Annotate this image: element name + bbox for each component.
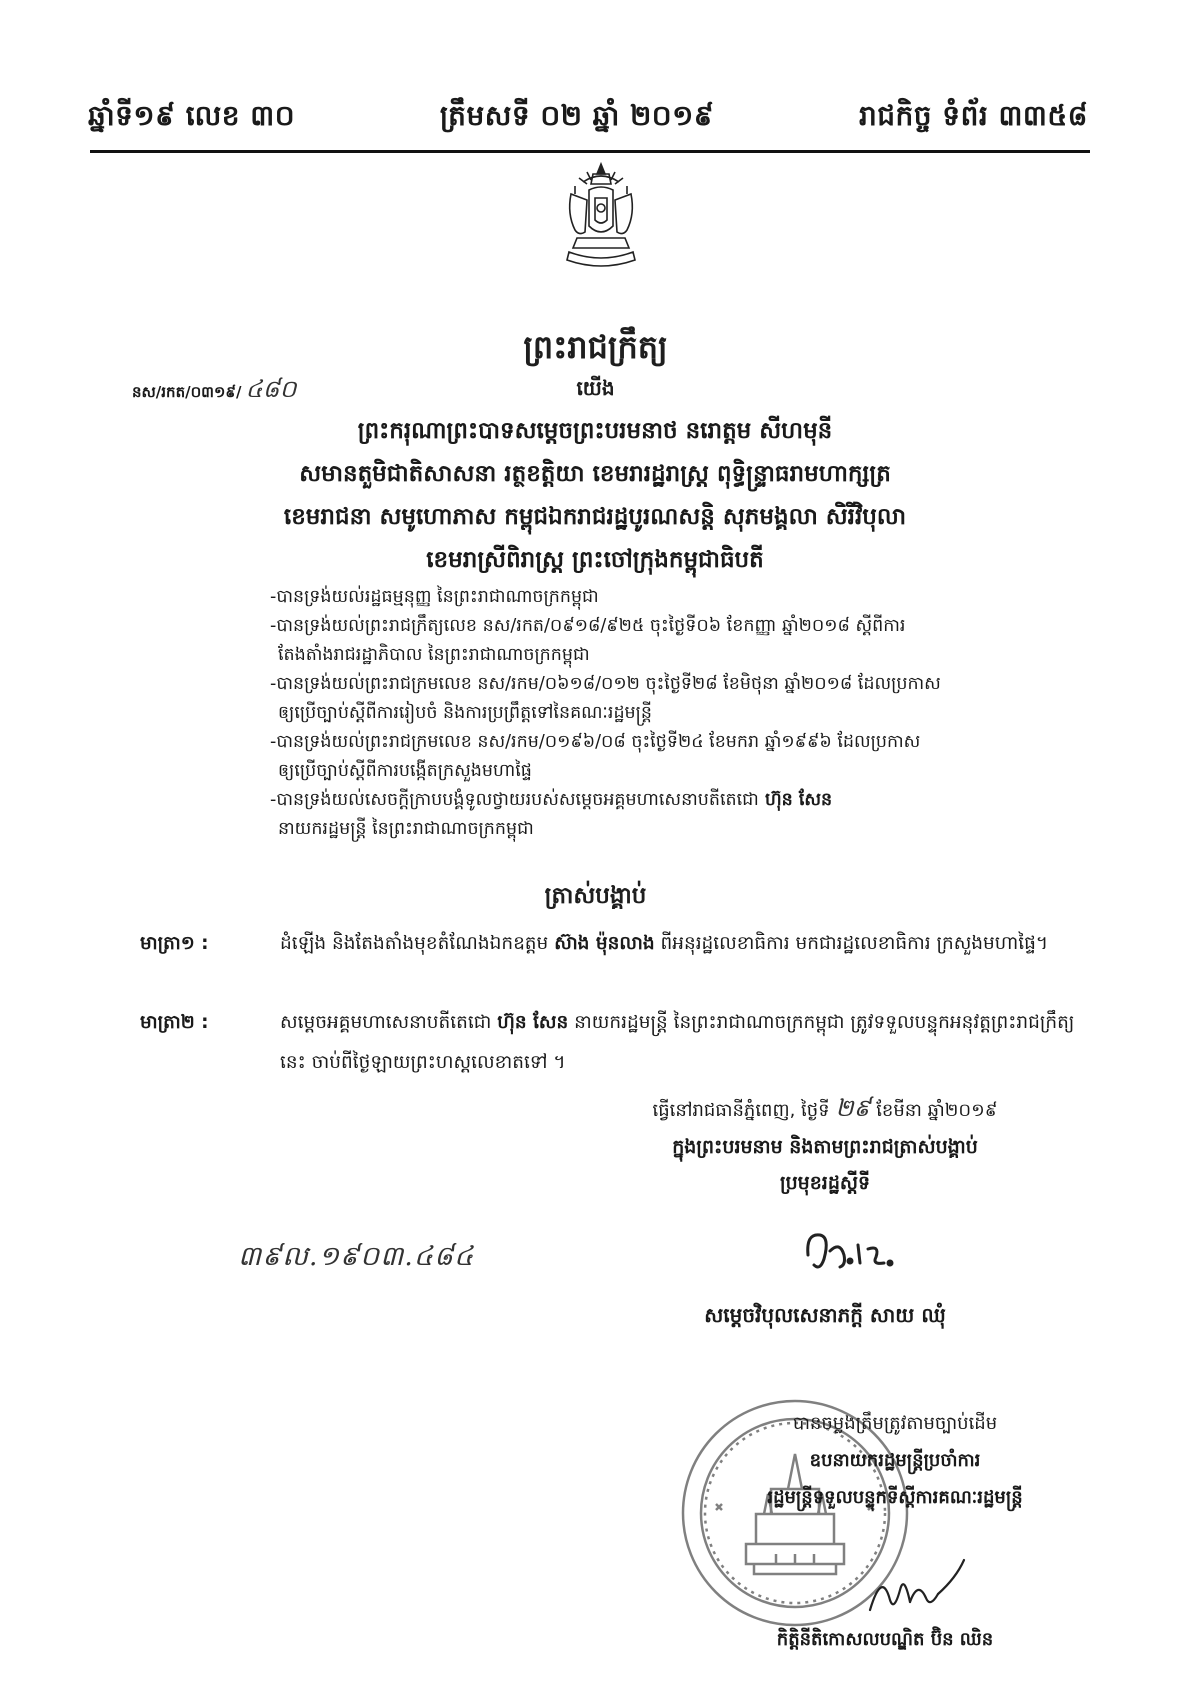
decree-yeung: យើង <box>576 376 615 400</box>
certification-line: បានចម្លងត្រឹមត្រូវតាមច្បាប់ដើម <box>792 1413 998 1434</box>
signing-block <box>560 1090 1090 1201</box>
royal-titles <box>120 410 1070 582</box>
certification-signature-icon <box>860 1550 970 1630</box>
signing-day-handwritten: ២៩ <box>835 1094 871 1122</box>
registration-number-handwritten: ៣៩ល.១៩០៣.៤៨៤ <box>238 1241 475 1272</box>
article-body <box>280 924 1090 964</box>
recital-item <box>270 670 1090 728</box>
article-label: មាត្រា១ : <box>140 933 209 954</box>
signer-name: សម្តេចវិបុលសេនាភក្តី សាយ ឈុំ <box>704 1303 946 1327</box>
recital-text: -បានទ្រង់យល់សេចក្តីក្រាបបង្គំទូលថ្វាយរបស់សម្តេចអគ្គមហាសេនាបតីតេជោ <box>270 790 759 810</box>
decree-number-handwritten: ៤៨០ <box>245 375 297 403</box>
recital-item <box>270 786 1090 844</box>
recital-line: ឲ្យប្រើច្បាប់ស្តីពីការបង្កើតក្រសួងមហាផ្ទៃ <box>278 761 532 781</box>
certification-block <box>700 1405 1090 1516</box>
article-text: ដំឡើង និងតែងតាំងមុខតំណែងឯកឧត្តម <box>280 933 555 954</box>
royal-emblem-icon <box>553 160 649 275</box>
signing-month-year: ខែមីនា ឆ្នាំ២០១៩ <box>870 1100 998 1121</box>
article-text: ពីអនុរដ្ឋលេខាធិការ មកជារដ្ឋលេខាធិការ ក្រសួងមហាផ្ទៃ។ <box>654 933 1049 954</box>
recital-line: ឲ្យប្រើច្បាប់ស្តីពីការរៀបចំ និងការប្រព្រឹត្តទៅនៃគណៈរដ្ឋមន្ត្រី <box>278 703 652 723</box>
recital-item <box>270 728 1090 786</box>
recital-line <box>270 786 1090 815</box>
decree-number-printed: នស/រកត/០៣១៩/ <box>132 383 242 401</box>
recital-line: -បានទ្រង់យល់ព្រះរាជក្រឹត្យលេខ នស/រកត/០៩១៨/៩២៥ ចុះថ្ងៃទី០៦ ខែកញ្ញា ឆ្នាំ២០១៨ ស្តីពីការ <box>270 616 906 636</box>
certification-line: រដ្ឋមន្ត្រីទទួលបន្ទុកទីស្តីការគណៈរដ្ឋមន្ត្រី <box>767 1487 1023 1508</box>
article-1 <box>140 924 1090 964</box>
gazette-date: ត្រឹមសទី ០២ ឆ្នាំ ២០១៩ <box>439 98 715 132</box>
recital-line: -បានទ្រង់យល់រដ្ឋធម្មនុញ្ញ នៃព្រះរាជាណាចក្រកម្ពុជា <box>270 587 599 607</box>
recital-line: នាយករដ្ឋមន្ត្រី នៃព្រះរាជាណាចក្រកម្ពុជា <box>278 819 534 839</box>
recital-line: -បានទ្រង់យល់ព្រះរាជក្រមលេខ នស/រកម/០៦១៨/០១២ ចុះថ្ងៃទី២៨ ខែមិថុនា ឆ្នាំ២០១៨ ដែលប្រកាស <box>270 674 941 694</box>
royal-title-line: ខេមរាស្រីពិរាស្ត្រ ព្រះចៅក្រុងកម្ពុជាធិបតី <box>426 547 764 573</box>
recitals-list <box>270 583 1090 844</box>
gazette-header <box>88 92 1088 144</box>
recital-name: ហ៊ុន សែន <box>758 790 833 810</box>
royal-title-line: ខេមរាជនា សមូហោភាស កម្ពុជឯករាជរដ្ឋបូរណសន្តិ សុភមង្គលា សិរីវិបុលា <box>283 504 907 530</box>
article-label: មាត្រា២ : <box>140 1012 209 1033</box>
article-name: ហ៊ុន សែន <box>497 1012 569 1033</box>
article-text: នាយករដ្ឋមន្ត្រី នៃព្រះរាជាណាចក្រកម្ពុជា ត្រូវទទួលបន្ទុកអនុវត្តព្រះរាជក្រឹត្យនេះ ចាប់ពីថ្ងៃឡាយព្រះហស្តលេខាតទៅ ។ <box>280 1012 1075 1073</box>
recital-line: តែងតាំងរាជរដ្ឋាភិបាល នៃព្រះរាជាណាចក្រកម្ពុជា <box>278 645 590 665</box>
certification-line: ឧបនាយករដ្ឋមន្ត្រីប្រចាំការ <box>809 1450 981 1471</box>
decree-title: ព្រះរាជក្រឹត្យ <box>523 328 668 366</box>
signature-icon <box>800 1215 900 1285</box>
header-divider <box>90 150 1090 153</box>
signing-place-date <box>560 1090 1090 1129</box>
signing-place: ធ្វើនៅរាជធានីភ្នំពេញ, ថ្ងៃទី <box>652 1100 836 1121</box>
certifier-name: កិត្តិនីតិកោសលបណ្ឌិត ប៊ិន ឈិន <box>776 1629 994 1650</box>
recital-item <box>270 583 1090 612</box>
article-2 <box>140 1003 1090 1083</box>
recital-item <box>270 612 1090 670</box>
royal-title-line: ព្រះករុណាព្រះបាទសម្តេចព្រះបរមនាថ នរោត្តម សីហមុនី <box>357 418 833 444</box>
royal-title-line: សមានតួមិជាតិសាសនា រត្ថខត្តិយា ខេមរារដ្ឋរាស្ត្រ ពុទ្ធិន្ទ្រាធរាមហាក្សត្រ <box>299 461 891 487</box>
article-body <box>280 1003 1090 1083</box>
gazette-page: រាជកិច្ច ទំព័រ ៣៣៥៨ <box>858 98 1088 132</box>
article-text: សម្តេចអគ្គមហាសេនាបតីតេជោ <box>280 1012 498 1033</box>
recital-line: -បានទ្រង់យល់ព្រះរាជក្រមលេខ នស/រកម/០១៩៦/០៨ ចុះថ្ងៃទី២៤ ខែមករា ឆ្នាំ១៩៩៦ ដែលប្រកាស <box>270 732 921 752</box>
signing-role: ប្រមុខរដ្ឋស្តីទី <box>779 1172 871 1194</box>
command-heading: ត្រាស់បង្គាប់ <box>544 883 647 909</box>
article-name: ស៊ាង ម៉ុនលាង <box>554 933 655 954</box>
signing-authority: ក្នុងព្រះបរមនាម និងតាមព្រះរាជត្រាស់បង្គាប់ <box>672 1136 978 1158</box>
gazette-volume: ឆ្នាំទី១៩ លេខ ៣០ <box>88 98 296 132</box>
